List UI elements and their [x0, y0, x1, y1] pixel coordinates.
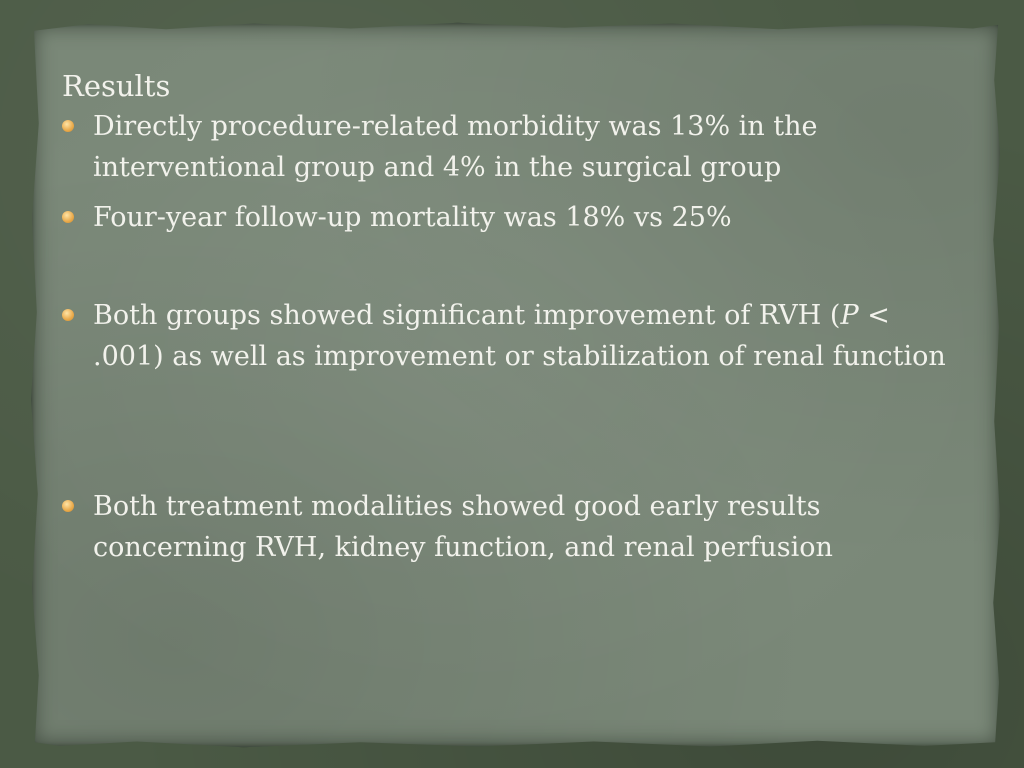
bullet-dot-icon — [62, 500, 74, 512]
bullet-dot-icon — [62, 211, 74, 223]
bullet-text-before: Both groups showed significant improvement of RVH ( — [93, 300, 841, 331]
slide-title: Results — [62, 69, 171, 103]
bullet-item — [62, 197, 953, 238]
bullet-item — [62, 486, 953, 568]
p-value-symbol: P — [840, 300, 859, 331]
bullet-list — [62, 106, 962, 568]
bullet-item — [62, 295, 953, 377]
bullet-text: Both treatment modalities showed good early results concerning RVH, kidney function, and renal perfusion — [93, 491, 833, 563]
bullet-item — [62, 106, 953, 188]
bullet-text-after: < .001) as well as improvement or stabilization of renal function — [93, 300, 946, 372]
bullet-text: Four-year follow-up mortality was 18% vs 25% — [93, 202, 732, 233]
bullet-text: Directly procedure-related morbidity was 13% in the interventional group and 4% in the surgical group — [93, 111, 818, 183]
bullet-dot-icon — [62, 120, 74, 132]
bullet-dot-icon — [62, 309, 74, 321]
slide-content — [62, 66, 962, 568]
